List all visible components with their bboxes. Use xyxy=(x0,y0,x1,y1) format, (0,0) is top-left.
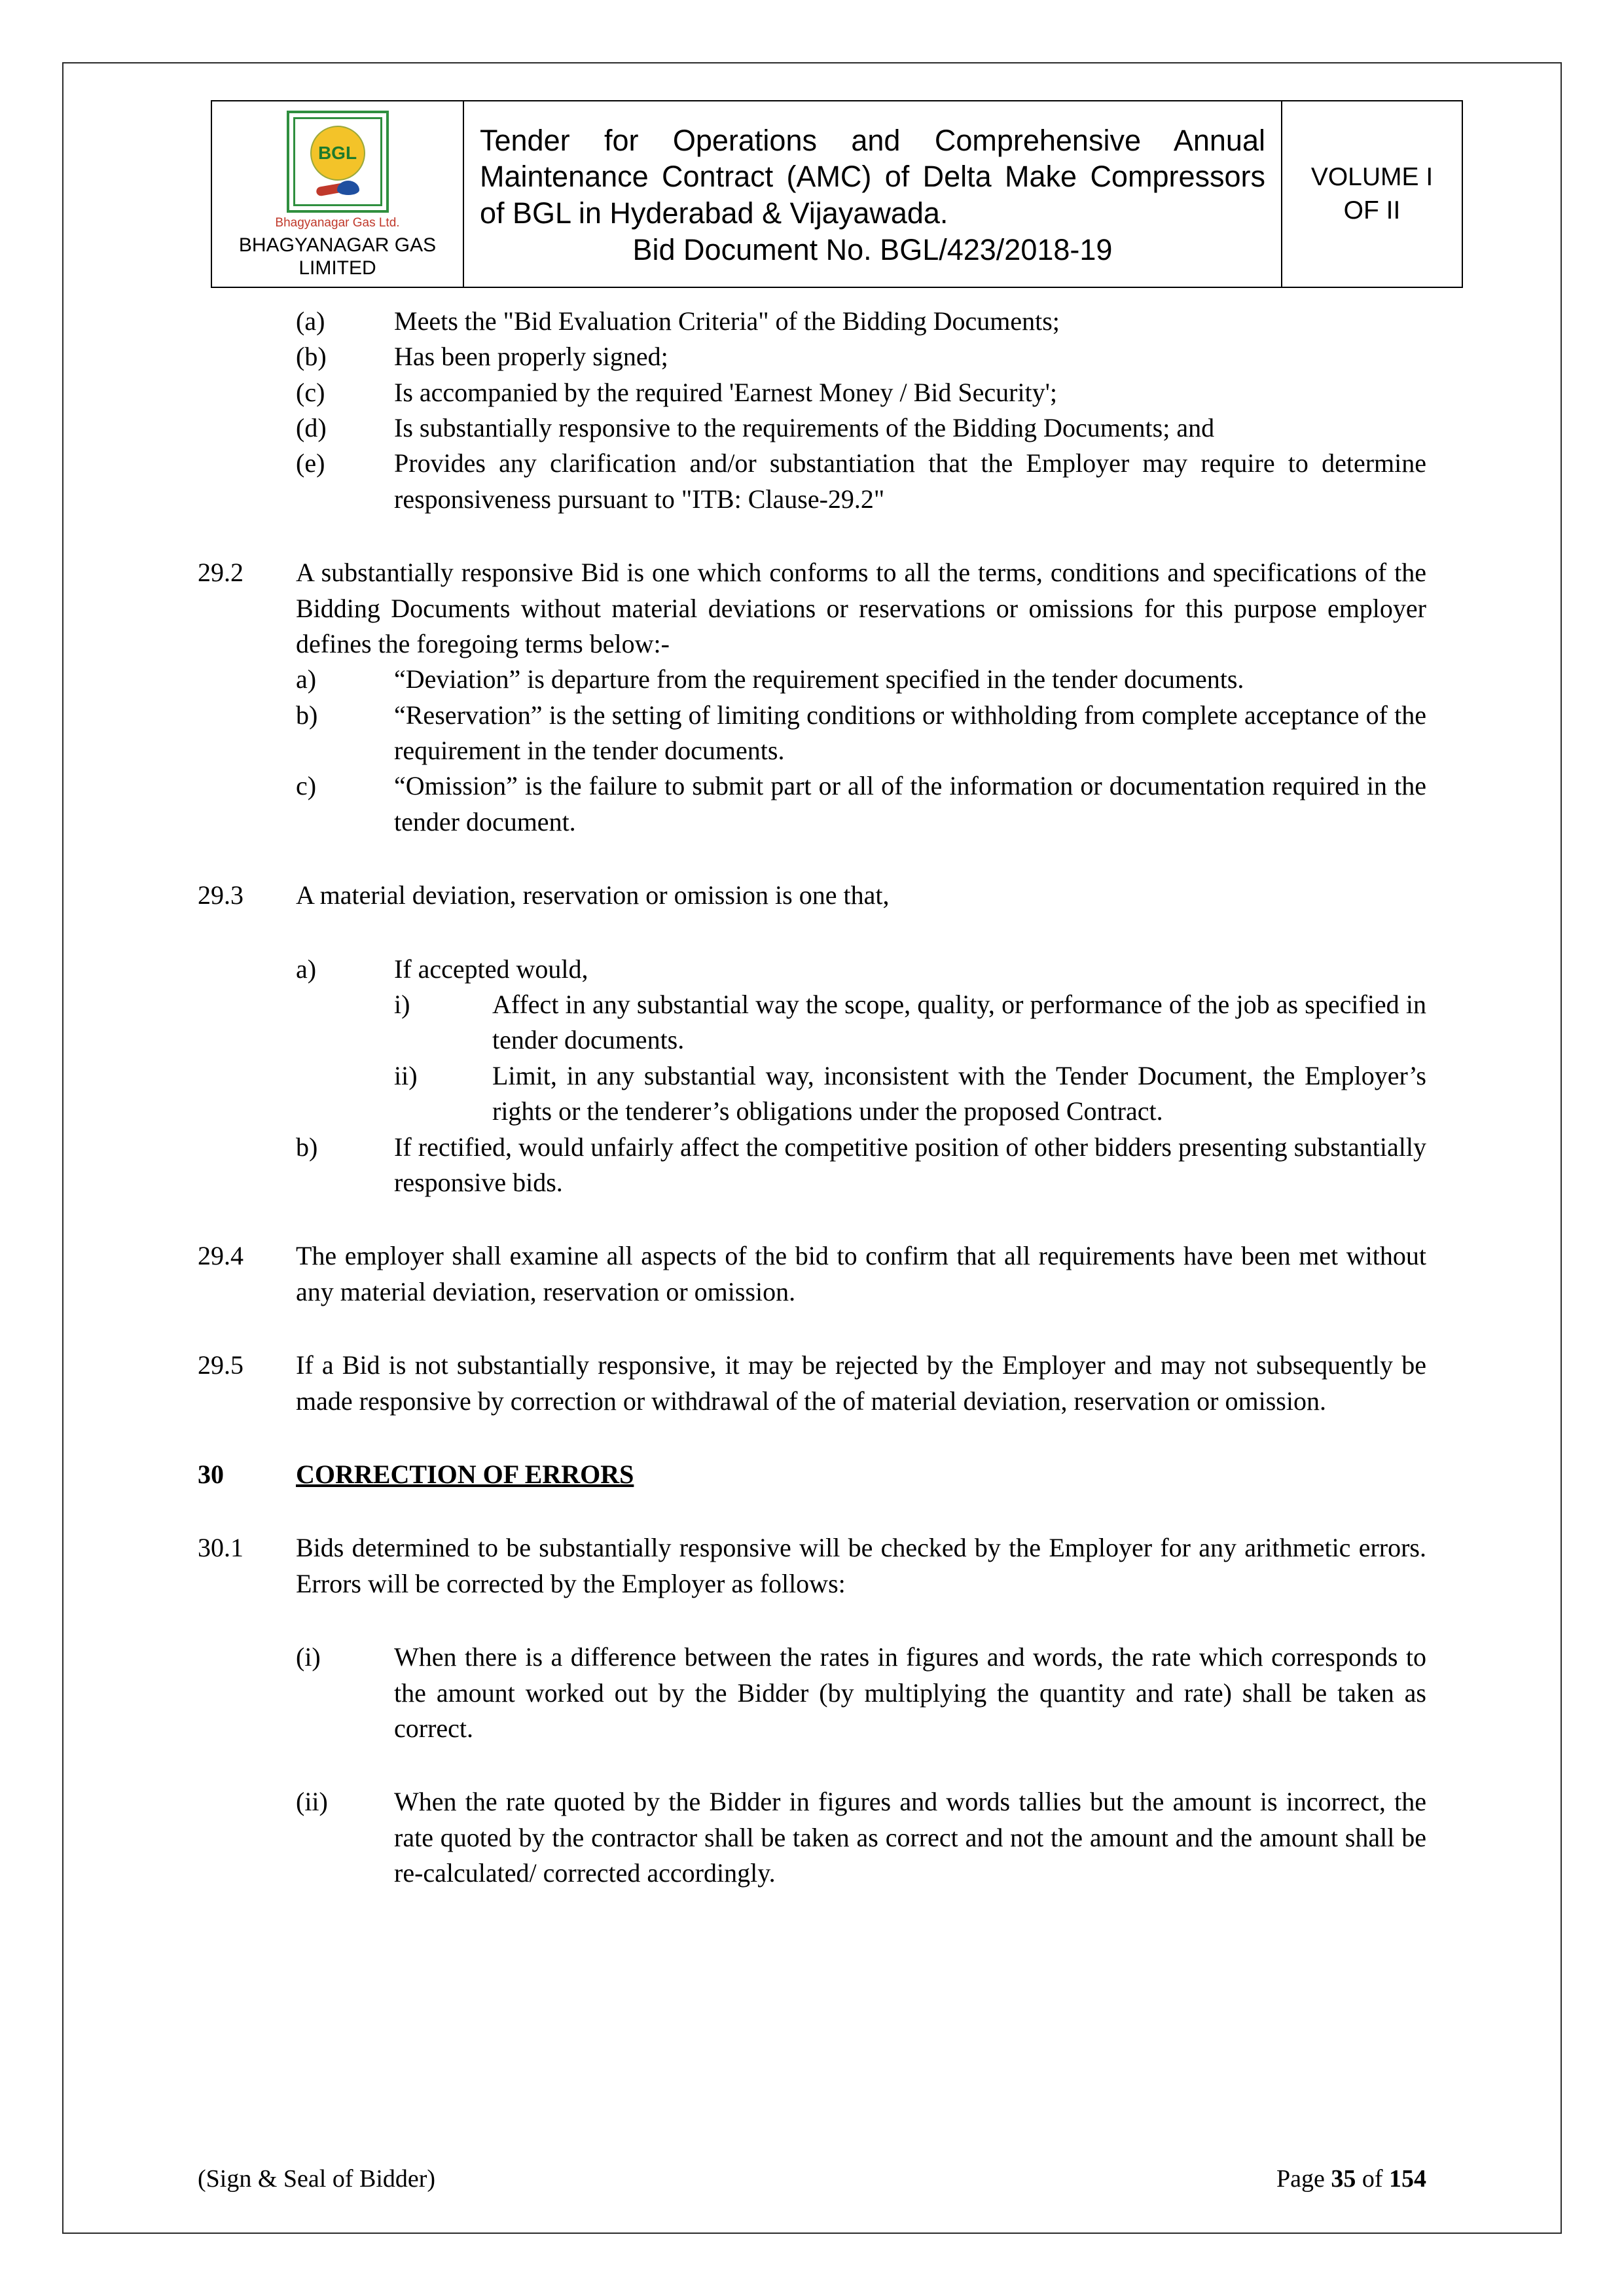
section-title: CORRECTION OF ERRORS xyxy=(296,1459,634,1489)
clause-29-3 xyxy=(198,878,1426,913)
item-text: Provides any clarification and/or substantiation that the Employer may require to determine responsiveness pursuant to "ITB: Clause-29.2" xyxy=(394,448,1426,514)
list-item xyxy=(296,768,1426,840)
section-30-heading xyxy=(198,1457,1426,1492)
sign-seal-note: (Sign & Seal of Bidder) xyxy=(198,2165,436,2193)
page-total: 154 xyxy=(1389,2165,1426,2193)
page-number: 35 xyxy=(1331,2165,1356,2193)
item-text: If rectified, would unfairly affect the competitive position of other bidders presenting substantially responsive bids. xyxy=(394,1132,1426,1197)
clause-text: The employer shall examine all aspects of the bid to confirm that all requirements have been met without any material deviation, reservation or omission. xyxy=(296,1241,1426,1306)
page-indicator xyxy=(1276,2164,1426,2193)
volume-line-2: OF II xyxy=(1343,196,1401,225)
item-label: (c) xyxy=(296,377,325,407)
item-text: Is substantially responsive to the requirements of the Bidding Documents; and xyxy=(394,412,1215,442)
item-label: (a) xyxy=(296,306,325,336)
item-label: (b) xyxy=(296,342,327,372)
item-text: Is accompanied by the required 'Earnest Money / Bid Security'; xyxy=(394,377,1058,407)
logo-cell xyxy=(212,101,464,287)
list-item xyxy=(296,698,1426,769)
volume-line-1: VOLUME I xyxy=(1310,162,1434,191)
subitem-text: Affect in any substantial way the scope, quality, or performance of the job as specified in tender documents. xyxy=(492,990,1426,1055)
item-label: (ii) xyxy=(296,1787,328,1817)
list-item xyxy=(296,410,1426,446)
list-item xyxy=(296,662,1426,697)
subitem-label: ii) xyxy=(394,1060,418,1090)
item-label: (e) xyxy=(296,448,325,478)
list-item xyxy=(296,952,1426,987)
logo-tagline: Bhagyanagar Gas Ltd. xyxy=(275,216,400,230)
company-logo-icon xyxy=(287,111,389,213)
clause-29-2 xyxy=(198,555,1426,662)
page-footer xyxy=(198,2164,1426,2193)
subitem-text: Limit, in any substantial way, inconsistent with the Tender Document, the Employer’s rights or the tenderer’s obligations under the proposed Contract. xyxy=(492,1060,1426,1126)
logo-blue-accent xyxy=(337,181,359,195)
logo-frame xyxy=(293,117,382,206)
clause-text: A substantially responsive Bid is one which conforms to all the terms, conditions and specifications of the Bidding Documents without material deviations or reservations or omissions for this purpose employer defines the foregoing terms below:- xyxy=(296,558,1426,658)
list-item xyxy=(296,375,1426,410)
item-text: “Omission” is the failure to submit part or all of the information or documentation required in the tender document. xyxy=(394,771,1426,836)
clause-number: 29.3 xyxy=(198,880,244,910)
company-name: BHAGYANAGAR GAS LIMITED xyxy=(238,234,437,279)
item-label: c) xyxy=(296,771,317,801)
list-item xyxy=(296,1640,1426,1746)
item-text: When there is a difference between the rates in figures and words, the rate which corresponds to the amount worked out by the Bidder (by multiplying the quantity and rate) shall be taken as correct. xyxy=(394,1642,1426,1743)
list-item xyxy=(296,1784,1426,1891)
list-item xyxy=(296,1130,1426,1201)
item-label: b) xyxy=(296,700,318,730)
of-word: of xyxy=(1362,2165,1383,2193)
list-item xyxy=(296,446,1426,517)
clause-30-1 xyxy=(198,1530,1426,1602)
clause-number: 29.2 xyxy=(198,558,244,588)
item-text: Meets the "Bid Evaluation Criteria" of the Bidding Documents; xyxy=(394,306,1060,336)
item-label: (d) xyxy=(296,412,327,442)
tender-title: Tender for Operations and Comprehensive Annual Maintenance Contract (AMC) of Delta Make Compressors of BGL in Hyderabad & Vijayawada. xyxy=(480,123,1265,230)
clause-29-4 xyxy=(198,1238,1426,1310)
title-cell xyxy=(464,101,1282,287)
list-item xyxy=(296,339,1426,374)
clause-number: 30.1 xyxy=(198,1533,244,1563)
item-label: (i) xyxy=(296,1642,321,1672)
clause-text: If a Bid is not substantially responsive, it may be rejected by the Employer and may not subsequently be made responsive by correction or withdrawal of the of material deviation, reservation or omission. xyxy=(296,1350,1426,1416)
subitem-label: i) xyxy=(394,990,410,1020)
item-label: a) xyxy=(296,664,317,694)
page-word: Page xyxy=(1276,2165,1325,2193)
item-text: When the rate quoted by the Bidder in figures and words tallies but the amount is incorrect, the rate quoted by the contractor shall be taken as correct and not the amount and the amount shall be re-calculated/ corrected accordingly. xyxy=(394,1787,1426,1888)
volume-cell xyxy=(1282,101,1462,287)
clause-text: Bids determined to be substantially responsive will be checked by the Employer for any arithmetic errors. Errors will be corrected by the Employer as follows: xyxy=(296,1533,1426,1598)
logo-monogram: BGL xyxy=(310,126,365,181)
section-number: 30 xyxy=(198,1459,224,1489)
bid-document-number: Bid Document No. BGL/423/2018-19 xyxy=(632,233,1113,267)
list-subitem xyxy=(394,987,1426,1058)
list-item xyxy=(296,304,1426,339)
item-text: Has been properly signed; xyxy=(394,342,668,372)
item-text: “Reservation” is the setting of limiting conditions or withholding from complete acceptance of the requirement in the tender documents. xyxy=(394,700,1426,766)
clause-29-5 xyxy=(198,1348,1426,1419)
list-subitem xyxy=(394,1058,1426,1130)
page-border xyxy=(62,62,1562,2234)
clause-number: 29.5 xyxy=(198,1350,244,1380)
header-table xyxy=(211,100,1463,288)
clause-text: A material deviation, reservation or omission is one that, xyxy=(296,880,890,910)
clause-number: 29.4 xyxy=(198,1241,244,1271)
item-text: If accepted would, xyxy=(394,954,588,984)
item-text: “Deviation” is departure from the requirement specified in the tender documents. xyxy=(394,664,1244,694)
item-label: a) xyxy=(296,954,317,984)
document-body xyxy=(63,288,1561,1892)
item-label: b) xyxy=(296,1132,318,1162)
